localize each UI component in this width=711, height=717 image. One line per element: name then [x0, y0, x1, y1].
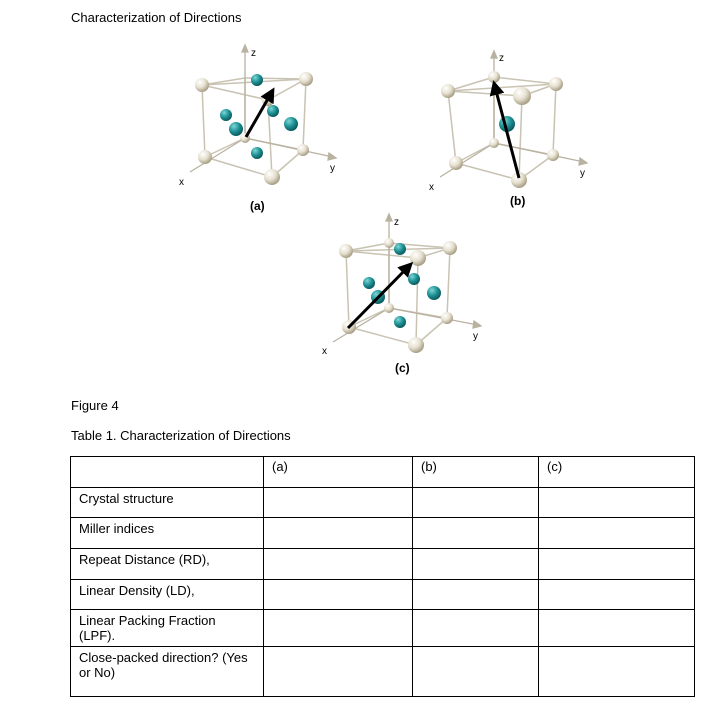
table-cell[interactable]	[264, 580, 413, 610]
figure-caption: Figure 4	[71, 398, 119, 413]
corner-atom	[339, 244, 353, 258]
figure-label-a: (a)	[250, 199, 265, 213]
face-atom	[408, 273, 420, 285]
header-cell-c: (c)	[539, 457, 695, 488]
corner-atom	[488, 71, 500, 83]
table-caption: Table 1. Characterization of Directions	[71, 428, 291, 443]
table-cell[interactable]	[539, 488, 695, 518]
table-cell[interactable]	[264, 610, 413, 647]
table-cell[interactable]	[413, 647, 539, 697]
header-cell-blank	[71, 457, 264, 488]
cube-c-y-label: y	[473, 331, 478, 342]
face-atom	[251, 147, 263, 159]
cube-b-x-label: x	[429, 182, 434, 193]
corner-atom	[264, 169, 280, 185]
face-atom	[363, 277, 375, 289]
row-label: Close-packed direction? (Yes or No)	[71, 647, 264, 697]
table-cell[interactable]	[264, 488, 413, 518]
table-cell[interactable]	[413, 488, 539, 518]
cube-a-y-label: y	[330, 163, 335, 174]
table-row	[71, 549, 695, 580]
cube-a	[179, 45, 336, 213]
header-cell-b: (b)	[413, 457, 539, 488]
corner-atom	[410, 250, 426, 266]
cube-c-x-label: x	[322, 346, 327, 357]
row-label: Miller indices	[71, 518, 264, 549]
header-cell-a: (a)	[264, 457, 413, 488]
corner-atom	[441, 312, 453, 324]
corner-atom	[384, 303, 394, 313]
cube-c-atoms	[339, 238, 457, 353]
corner-atom	[195, 78, 209, 92]
face-atom	[251, 74, 263, 86]
cube-a-atoms	[195, 72, 313, 185]
corner-atom	[441, 84, 455, 98]
face-atom	[284, 117, 298, 131]
face-atom	[394, 243, 406, 255]
cube-b-y-label: y	[580, 168, 585, 179]
table-cell[interactable]	[264, 518, 413, 549]
corner-atom	[299, 72, 313, 86]
table-cell[interactable]	[539, 610, 695, 647]
face-atom	[267, 105, 279, 117]
table-row	[71, 610, 695, 647]
table-cell[interactable]	[539, 549, 695, 580]
face-atom	[229, 122, 243, 136]
characterization-table	[70, 456, 695, 697]
cube-c	[322, 214, 481, 375]
document-title: Characterization of Directions	[71, 10, 242, 25]
corner-atom	[443, 241, 457, 255]
corner-atom	[547, 149, 559, 161]
cube-a-x-label: x	[179, 177, 184, 188]
corner-atom	[408, 337, 424, 353]
row-label: Repeat Distance (RD),	[71, 549, 264, 580]
cube-a-z-label: z	[251, 48, 256, 59]
corner-atom	[489, 138, 499, 148]
row-label: Linear Packing Fraction (LPF).	[71, 610, 264, 647]
row-label: Crystal structure	[71, 488, 264, 518]
table-cell[interactable]	[413, 610, 539, 647]
table-row	[71, 488, 695, 518]
table-cell[interactable]	[264, 647, 413, 697]
table-cell[interactable]	[264, 549, 413, 580]
table-row	[71, 580, 695, 610]
corner-atom	[198, 150, 212, 164]
table-cell[interactable]	[413, 580, 539, 610]
table-cell[interactable]	[539, 647, 695, 697]
table-cell[interactable]	[413, 518, 539, 549]
face-atom	[427, 286, 441, 300]
cube-b	[429, 51, 587, 208]
table-cell[interactable]	[413, 549, 539, 580]
row-label: Linear Density (LD),	[71, 580, 264, 610]
corner-atom	[384, 238, 394, 248]
figure-label-b: (b)	[510, 194, 526, 208]
cube-c-z-label: z	[394, 217, 399, 228]
figure-label-c: (c)	[395, 361, 410, 375]
face-atom	[220, 109, 232, 121]
corner-atom	[513, 87, 531, 105]
corner-atom	[449, 156, 463, 170]
table-cell[interactable]	[539, 518, 695, 549]
face-atom	[394, 316, 406, 328]
table-header-row	[71, 457, 695, 488]
cube-b-z-label: z	[499, 53, 504, 64]
table-row	[71, 518, 695, 549]
corner-atom	[549, 77, 563, 91]
corner-atom	[297, 144, 309, 156]
table-row	[71, 647, 695, 697]
table-cell[interactable]	[539, 580, 695, 610]
